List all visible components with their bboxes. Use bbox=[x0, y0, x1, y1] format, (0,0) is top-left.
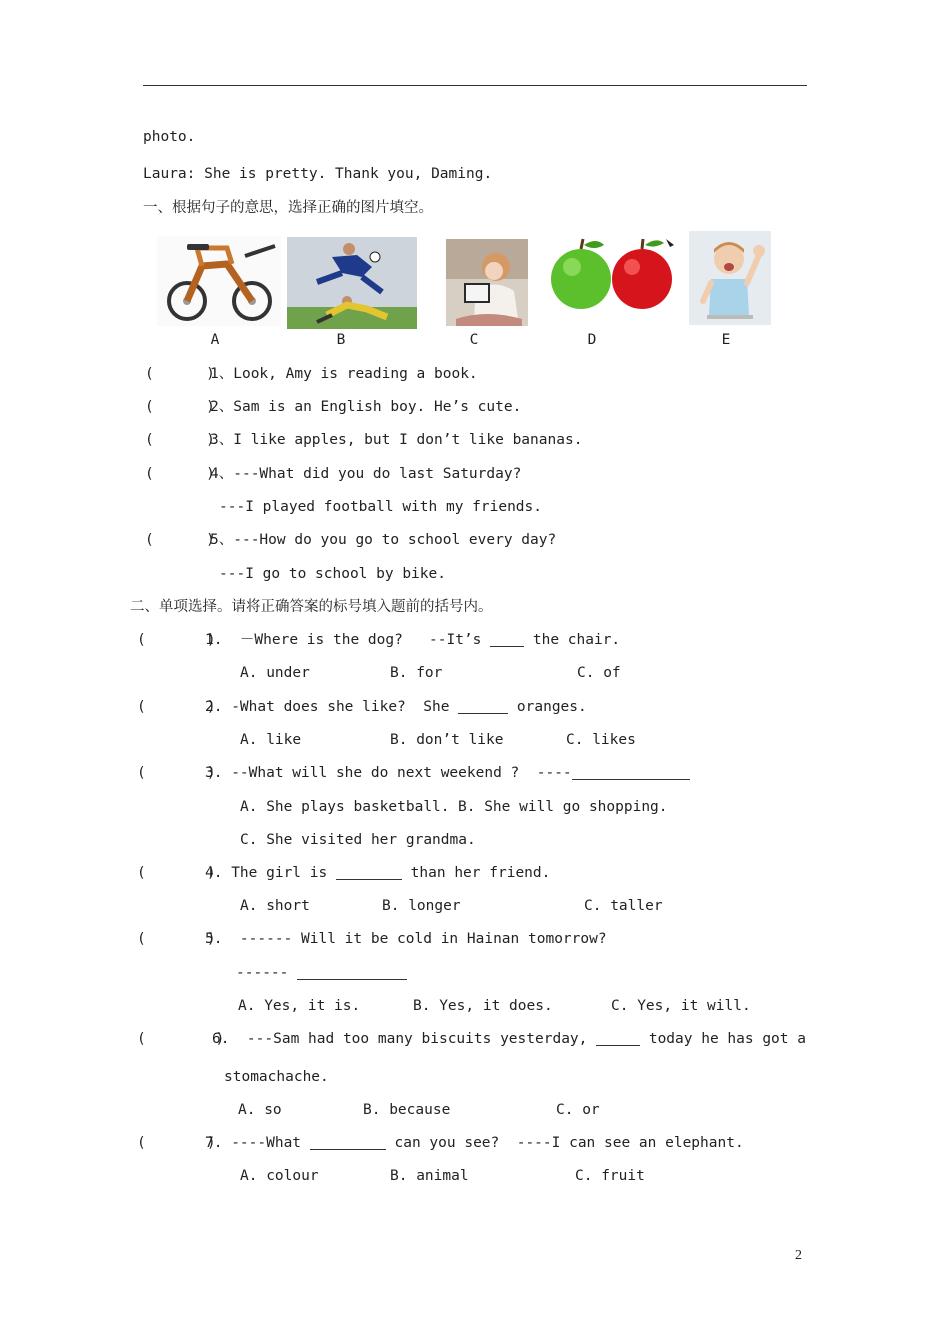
answer-blank[interactable] bbox=[572, 765, 690, 780]
option-b[interactable]: B. longer bbox=[382, 898, 461, 914]
question-text: 2、Sam is an English boy. He’s cute. bbox=[210, 399, 522, 415]
continued-text-line1: photo. bbox=[143, 129, 196, 145]
option-a[interactable]: A. Yes, it is. bbox=[238, 998, 361, 1014]
answer-paren[interactable]: ( ) bbox=[137, 931, 216, 947]
section1-title: 一、根据句子的意思，选择正确的图片填空。 bbox=[143, 200, 433, 216]
option-a[interactable]: A. under bbox=[240, 665, 310, 681]
question-continuation: stomachache. bbox=[224, 1069, 329, 1085]
question-text: 1. －Where is the dog? --It’s the chair. bbox=[205, 632, 621, 648]
option-b[interactable]: B. don’t like bbox=[390, 732, 504, 748]
question-continuation: ------ bbox=[236, 963, 407, 983]
option-c[interactable]: C. fruit bbox=[575, 1168, 645, 1184]
apples-image bbox=[548, 237, 676, 315]
option-c[interactable]: C. Yes, it will. bbox=[611, 998, 751, 1014]
option-c[interactable]: C. or bbox=[556, 1102, 600, 1118]
answer-paren[interactable]: ( ) bbox=[145, 466, 215, 482]
bicycle-image bbox=[157, 236, 281, 326]
page-number: 2 bbox=[795, 1248, 802, 1263]
question-text: 4. The girl is than her friend. bbox=[205, 865, 551, 881]
option-a[interactable]: A. so bbox=[238, 1102, 282, 1118]
answer-paren[interactable]: ( ) bbox=[137, 632, 216, 648]
answer-paren[interactable]: ( ) bbox=[137, 765, 216, 781]
option-a[interactable]: A. colour bbox=[240, 1168, 319, 1184]
option-b[interactable]: B. animal bbox=[390, 1168, 469, 1184]
answer-blank[interactable] bbox=[297, 965, 407, 980]
image-label-e: E bbox=[721, 332, 731, 348]
option-a[interactable]: A. She plays basketball. bbox=[240, 799, 450, 815]
question-text: 5、---How do you go to school every day? bbox=[210, 532, 557, 548]
boy-waving-image bbox=[689, 231, 771, 325]
option-b[interactable]: B. She will go shopping. bbox=[458, 799, 668, 815]
image-label-a: A bbox=[210, 332, 220, 348]
continued-text-line2: Laura: She is pretty. Thank you, Daming. bbox=[143, 166, 493, 182]
option-a[interactable]: A. short bbox=[240, 898, 310, 914]
question-text: 7. ----What can you see? ----I can see an elephant. bbox=[205, 1135, 744, 1151]
question-text: 5. ------ Will it be cold in Hainan tomorrow? bbox=[205, 931, 607, 947]
question-continuation: ---I played football with my friends. bbox=[219, 499, 543, 515]
question-continuation: ---I go to school by bike. bbox=[219, 566, 446, 582]
image-label-d: D bbox=[587, 332, 597, 348]
option-c[interactable]: C. likes bbox=[566, 732, 636, 748]
option-b[interactable]: B. because bbox=[363, 1102, 451, 1118]
answer-paren[interactable]: ( ) bbox=[145, 532, 215, 548]
answer-blank[interactable] bbox=[310, 1135, 386, 1150]
image-label-c: C bbox=[469, 332, 479, 348]
question-text: 2. -What does she like? She oranges. bbox=[205, 699, 587, 715]
option-c[interactable]: C. taller bbox=[584, 898, 663, 914]
girl-reading-image bbox=[446, 239, 528, 326]
question-text: 3、I like apples, but I don’t like bananas. bbox=[210, 432, 583, 448]
answer-blank[interactable] bbox=[596, 1031, 640, 1046]
question-text: 6. ---Sam had too many biscuits yesterday, today he has got a bbox=[212, 1031, 806, 1047]
option-c[interactable]: C. of bbox=[577, 665, 621, 681]
football-players-image bbox=[287, 237, 417, 329]
answer-blank[interactable] bbox=[336, 865, 402, 880]
option-a[interactable]: A. like bbox=[240, 732, 302, 748]
option-b[interactable]: B. Yes, it does. bbox=[413, 998, 553, 1014]
answer-paren[interactable]: ( ) bbox=[137, 1031, 225, 1047]
question-text: 3. --What will she do next weekend ? ---- bbox=[205, 763, 690, 783]
answer-blank[interactable] bbox=[490, 632, 524, 647]
question-text: 4、---What did you do last Saturday? bbox=[210, 466, 522, 482]
answer-paren[interactable]: ( ) bbox=[145, 366, 215, 382]
answer-paren[interactable]: ( ) bbox=[137, 865, 216, 881]
question-text: 1、Look, Amy is reading a book. bbox=[210, 366, 478, 382]
answer-paren[interactable]: ( ) bbox=[145, 399, 215, 415]
option-c[interactable]: C. She visited her grandma. bbox=[240, 832, 476, 848]
option-b[interactable]: B. for bbox=[390, 665, 443, 681]
answer-paren[interactable]: ( ) bbox=[137, 699, 216, 715]
header-rule bbox=[143, 85, 807, 86]
section2-title: 二、单项选择。请将正确答案的标号填入题前的括号内。 bbox=[130, 599, 493, 615]
answer-blank[interactable] bbox=[458, 699, 508, 714]
answer-paren[interactable]: ( ) bbox=[145, 432, 215, 448]
image-label-b: B bbox=[336, 332, 346, 348]
answer-paren[interactable]: ( ) bbox=[137, 1135, 216, 1151]
